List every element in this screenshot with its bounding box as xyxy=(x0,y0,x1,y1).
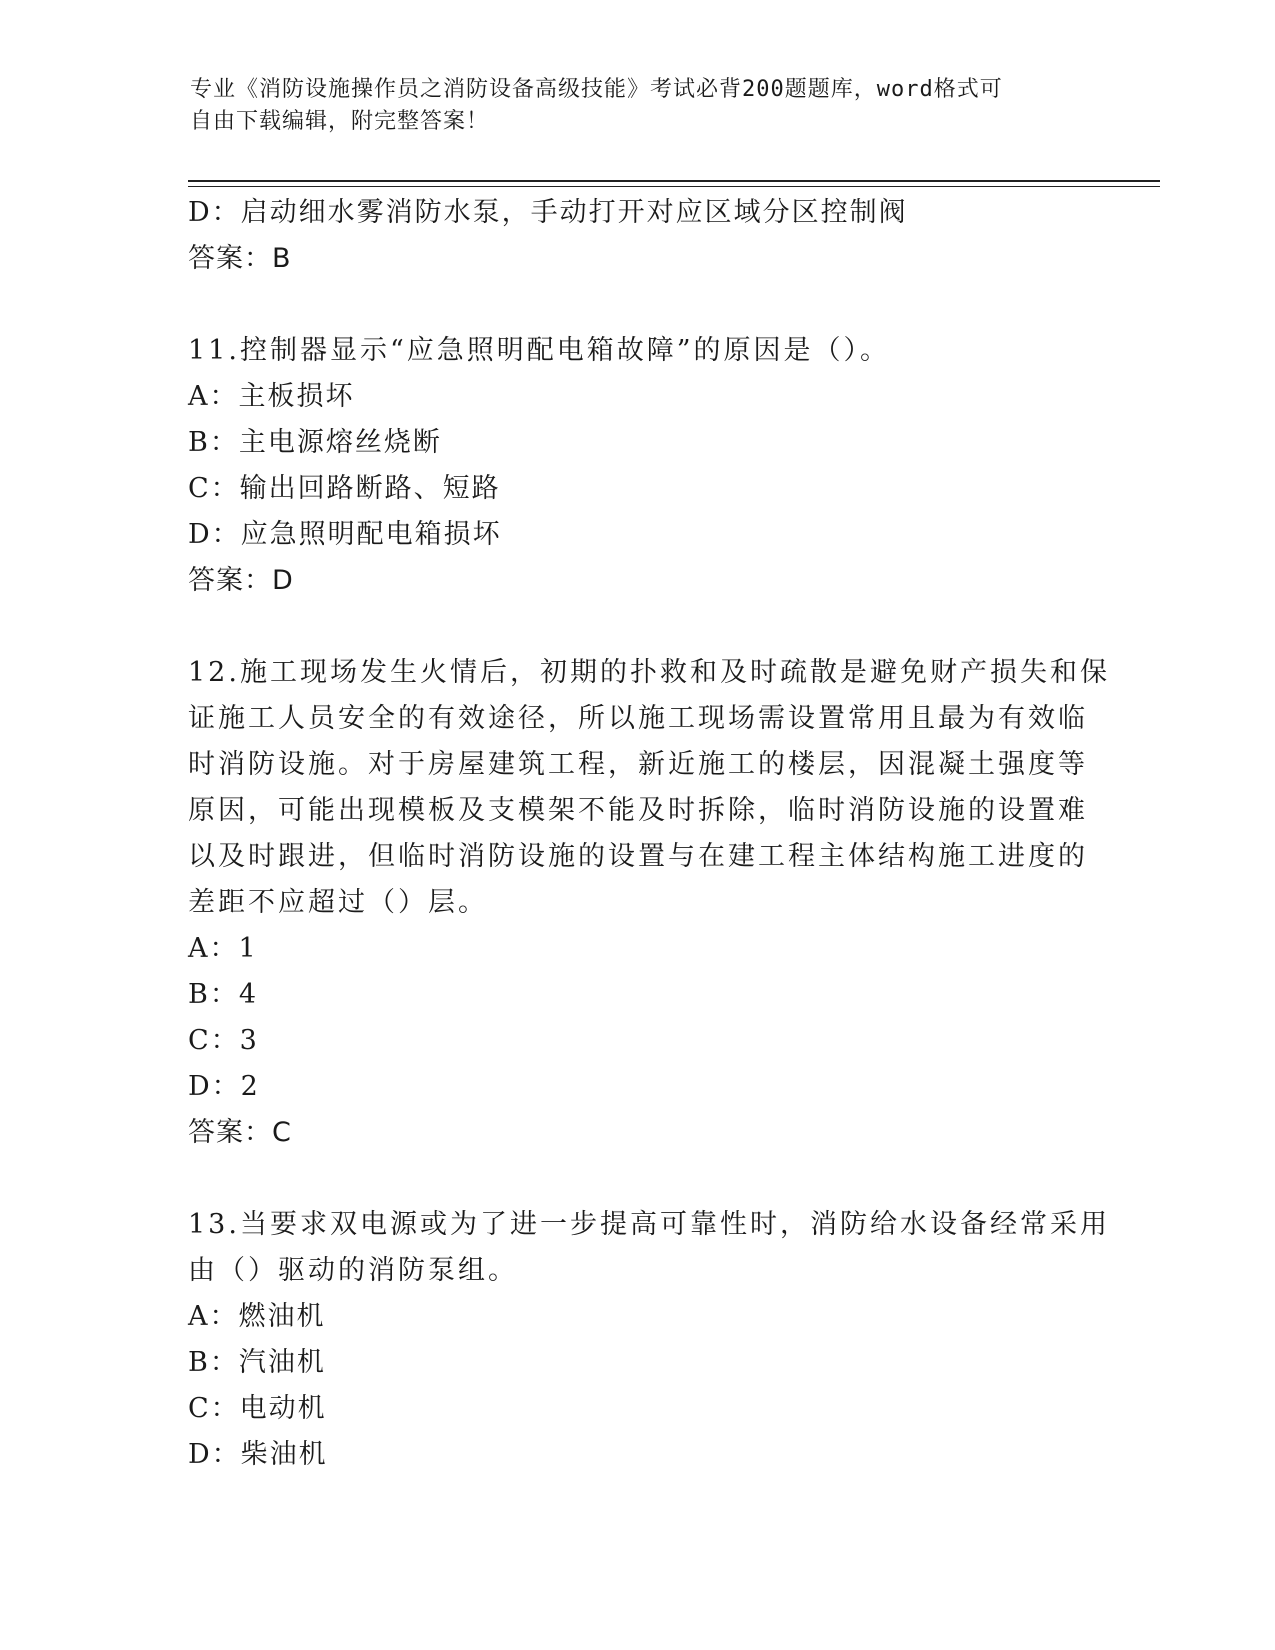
question-stem xyxy=(188,1202,1110,1294)
question-stem xyxy=(188,650,1110,926)
header-divider-thin xyxy=(188,186,1160,187)
option-d: D：应急照明配电箱损坏 xyxy=(188,519,502,550)
stem-line: 12.施工现场发生火情后，初期的扑救和及时疏散是避免财产损失和保 xyxy=(188,657,1110,688)
question-stem xyxy=(188,328,1088,374)
question-12 xyxy=(188,650,1110,1156)
option-b: B：4 xyxy=(188,979,259,1010)
question-13 xyxy=(188,1202,1110,1478)
option-b: B：主电源熔丝烧断 xyxy=(188,427,442,458)
previous-question-tail xyxy=(188,190,1088,282)
spacer xyxy=(188,282,1088,328)
option-b: B：汽油机 xyxy=(188,1347,326,1378)
stem-line: 11.控制器显示“应急照明配电箱故障”的原因是（）。 xyxy=(188,335,891,366)
answer-line: 答案：C xyxy=(188,1117,292,1148)
option-c: C：电动机 xyxy=(188,1393,327,1424)
stem-line: 差距不应超过（）层。 xyxy=(188,887,488,918)
question-11 xyxy=(188,328,1088,604)
option-c: C：输出回路断路、短路 xyxy=(188,473,501,504)
stem-line: 证施工人员安全的有效途径，所以施工现场需设置常用且最为有效临 xyxy=(188,703,1088,734)
option-d: D：启动细水雾消防水泵，手动打开对应区域分区控制阀 xyxy=(188,197,908,228)
answer-line: 答案：D xyxy=(188,565,294,596)
header-line-1: 专业《消防设施操作员之消防设备高级技能》考试必背200题题库，word格式可 xyxy=(190,77,1003,102)
stem-line: 原因，可能出现模板及支模架不能及时拆除，临时消防设施的设置难 xyxy=(188,795,1088,826)
option-d: D：2 xyxy=(188,1071,260,1102)
option-a: A：主板损坏 xyxy=(188,381,355,412)
header-line-2: 自由下载编辑，附完整答案！ xyxy=(190,109,490,134)
stem-line: 时消防设施。对于房屋建筑工程，新近施工的楼层，因混凝土强度等 xyxy=(188,749,1088,780)
option-a: A：燃油机 xyxy=(188,1301,326,1332)
spacer xyxy=(188,604,1088,650)
option-d: D：柴油机 xyxy=(188,1439,328,1470)
stem-line: 由（）驱动的消防泵组。 xyxy=(188,1255,518,1286)
option-a: A：1 xyxy=(188,933,258,964)
header-divider-thick xyxy=(188,180,1160,182)
option-c: C：3 xyxy=(188,1025,259,1056)
document-header xyxy=(190,74,1070,138)
stem-line: 13.当要求双电源或为了进一步提高可靠性时，消防给水设备经常采用 xyxy=(188,1209,1110,1240)
stem-line: 以及时跟进，但临时消防设施的设置与在建工程主体结构施工进度的 xyxy=(188,841,1088,872)
answer-line: 答案：B xyxy=(188,243,292,274)
spacer xyxy=(188,1156,1088,1202)
question-content xyxy=(188,190,1110,1478)
